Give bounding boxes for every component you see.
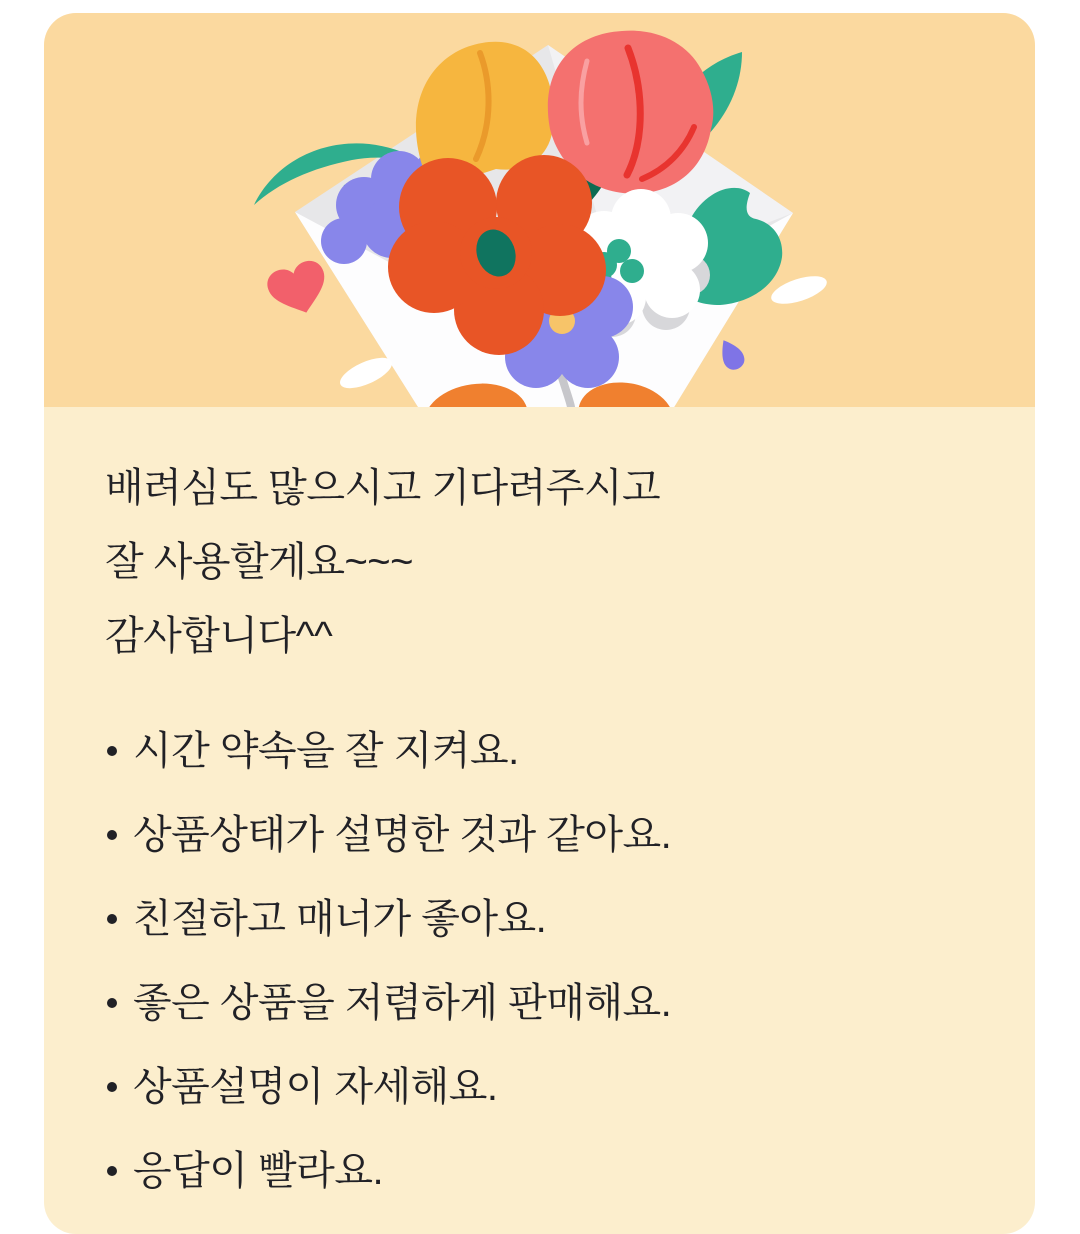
praise-item xyxy=(105,709,985,793)
bullet-icon xyxy=(107,1166,117,1176)
message-line: 감사합니다^^ xyxy=(105,614,333,658)
bullet-icon xyxy=(107,746,117,756)
bullet-icon xyxy=(107,830,117,840)
card-hero xyxy=(44,13,1035,407)
praise-item-label: 좋은 상품을 저렴하게 판매해요. xyxy=(133,981,672,1025)
praise-item-label: 응답이 빨라요. xyxy=(133,1149,384,1193)
review-card xyxy=(44,13,1035,1234)
praise-item-label: 상품설명이 자세해요. xyxy=(133,1065,498,1109)
praise-item-label: 상품상태가 설명한 것과 같아요. xyxy=(133,813,672,857)
praise-item xyxy=(105,793,985,877)
message-line: 배려심도 많으시고 기다려주시고 xyxy=(105,466,661,510)
card-content xyxy=(44,407,1035,1234)
praise-item xyxy=(105,877,985,961)
message-line: 잘 사용할게요~~~ xyxy=(105,540,414,584)
praise-item xyxy=(105,1045,985,1129)
droplet-icon xyxy=(714,335,748,373)
review-message xyxy=(105,451,985,673)
praise-item xyxy=(105,1129,985,1213)
bullet-icon xyxy=(107,1082,117,1092)
heart-icon xyxy=(264,257,334,322)
praise-item-label: 시간 약속을 잘 지켜요. xyxy=(133,729,519,773)
praise-item-label: 친절하고 매너가 좋아요. xyxy=(133,897,547,941)
bullet-icon xyxy=(107,998,117,1008)
flower-bouquet-illustration xyxy=(44,13,1035,407)
praise-list xyxy=(105,709,985,1213)
bullet-icon xyxy=(107,914,117,924)
praise-item xyxy=(105,961,985,1045)
